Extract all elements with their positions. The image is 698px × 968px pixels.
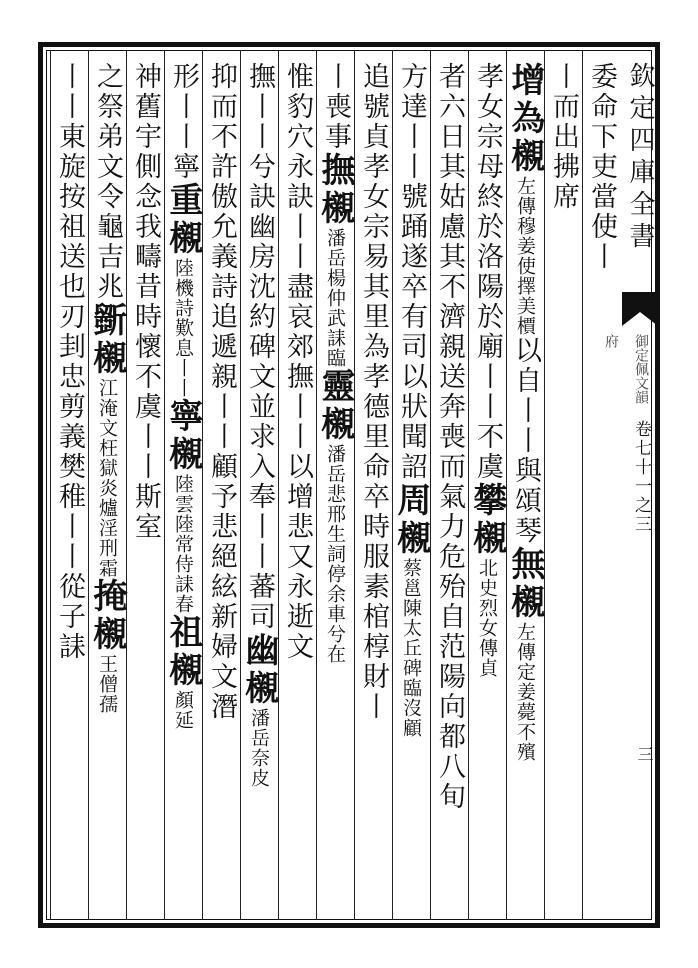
column-text: 委命下吏當使丨 (586, 62, 617, 272)
column-text: 從子誄 (54, 572, 85, 662)
headword: 櫬 (467, 520, 507, 558)
headword: 攀 (467, 482, 507, 520)
annotation: 陸機詩歎息丨丨 (172, 258, 194, 398)
column-text: 側念我疇昔時 (130, 152, 161, 332)
annotation: 蔡邕陳太丘碑臨沒顧 (400, 558, 422, 738)
headword: 櫬 (391, 520, 431, 558)
headword: 櫬 (315, 190, 355, 228)
column-text: 郊撫丨丨以增悲又永逝文 (282, 332, 313, 662)
column-text: 撫丨丨兮訣幽房沈約碑文並求入奉丨丨蕃司 (244, 62, 275, 632)
annotation: 顏延 (172, 690, 194, 730)
fishtail-mark-icon (622, 292, 658, 326)
text-column (46, 62, 92, 912)
headword: 掩 (87, 578, 127, 616)
annotation: 潘岳奈皮 (248, 708, 270, 788)
column-text: 懷不虞丨丨斯室 (130, 332, 161, 542)
headword: 靈 (315, 368, 355, 406)
column-text: 孝女宗母終於洛陽 (472, 62, 503, 302)
headword: 櫬 (87, 616, 127, 654)
annotation: 左傳穆姜使擇美檟 (514, 176, 536, 336)
margin-page-number: 三 (635, 746, 654, 762)
headword: 櫬 (315, 406, 355, 444)
column-text: 丨丨東旋按祖送也 (54, 62, 85, 302)
column-text: 丨喪事 (320, 62, 351, 152)
column-text: 新婦文潛 (206, 602, 237, 722)
headword: 櫬 (505, 138, 545, 176)
headword: 周 (391, 482, 431, 520)
headword: 撫 (315, 152, 355, 190)
column-text: 方達丨丨號踊遂卒有司以狀聞詔 (396, 62, 427, 482)
annotation: 左傳定姜薨不殯 (514, 622, 536, 762)
headword: 櫬 (163, 652, 203, 690)
annotation: 江淹文枉獄炎爐淫刑霜 (96, 378, 118, 578)
headword: 斵 (87, 302, 127, 340)
annotation: 潘岳楊仲武誄臨 (324, 228, 346, 368)
column-text: 形丨丨寧 (168, 62, 199, 182)
column-text: 以自丨丨與頌琴 (510, 336, 541, 546)
headword: 寧 (163, 398, 203, 436)
column-text: 於廟丨丨不虞 (472, 302, 503, 482)
column-text: 追號貞孝女宗易其里為孝德里 (358, 62, 389, 452)
headword: 櫬 (505, 584, 545, 622)
column-text: 刃刲忠剪義樊稚丨丨 (54, 302, 85, 572)
column-text: 神舊宇 (130, 62, 161, 152)
headword: 櫬 (239, 670, 279, 708)
margin-volume: 卷七十一之三 (631, 420, 651, 534)
column-text: 抑而不許傲允義詩追遞親丨丨顧予悲絕絃 (206, 62, 237, 602)
headword: 幽 (239, 632, 279, 670)
headword: 無 (505, 546, 545, 584)
annotation: 陸雲陸常侍誄春 (172, 474, 194, 614)
column-text: 丨而出拂席 (548, 62, 579, 212)
headword: 櫬 (87, 340, 127, 378)
annotation: 潘岳悲邢生詞停余車兮在 (324, 444, 346, 664)
margin-book-title: 欽定四庫全書 (625, 62, 655, 254)
column-text: 之祭弟文令龜吉兆 (92, 62, 123, 302)
headword: 增為 (505, 62, 545, 138)
column-text: 惟豹 (282, 62, 313, 122)
column-text: 者六日其姑慮其不濟親送奔喪而氣力危殆自范陽向都八旬 (434, 62, 465, 812)
column-text: 命卒時服素棺椁財丨 (358, 452, 389, 722)
headword: 重 (163, 182, 203, 220)
headword: 祖 (163, 614, 203, 652)
headword: 櫬 (163, 220, 203, 258)
margin-section-title: 御定佩文韻府 (603, 334, 649, 404)
annotation: 王僧孺 (96, 654, 118, 714)
column-text: 穴永訣丨丨盡哀 (282, 122, 313, 332)
annotation: 北史烈女傳貞 (476, 558, 498, 678)
headword: 櫬 (163, 436, 203, 474)
